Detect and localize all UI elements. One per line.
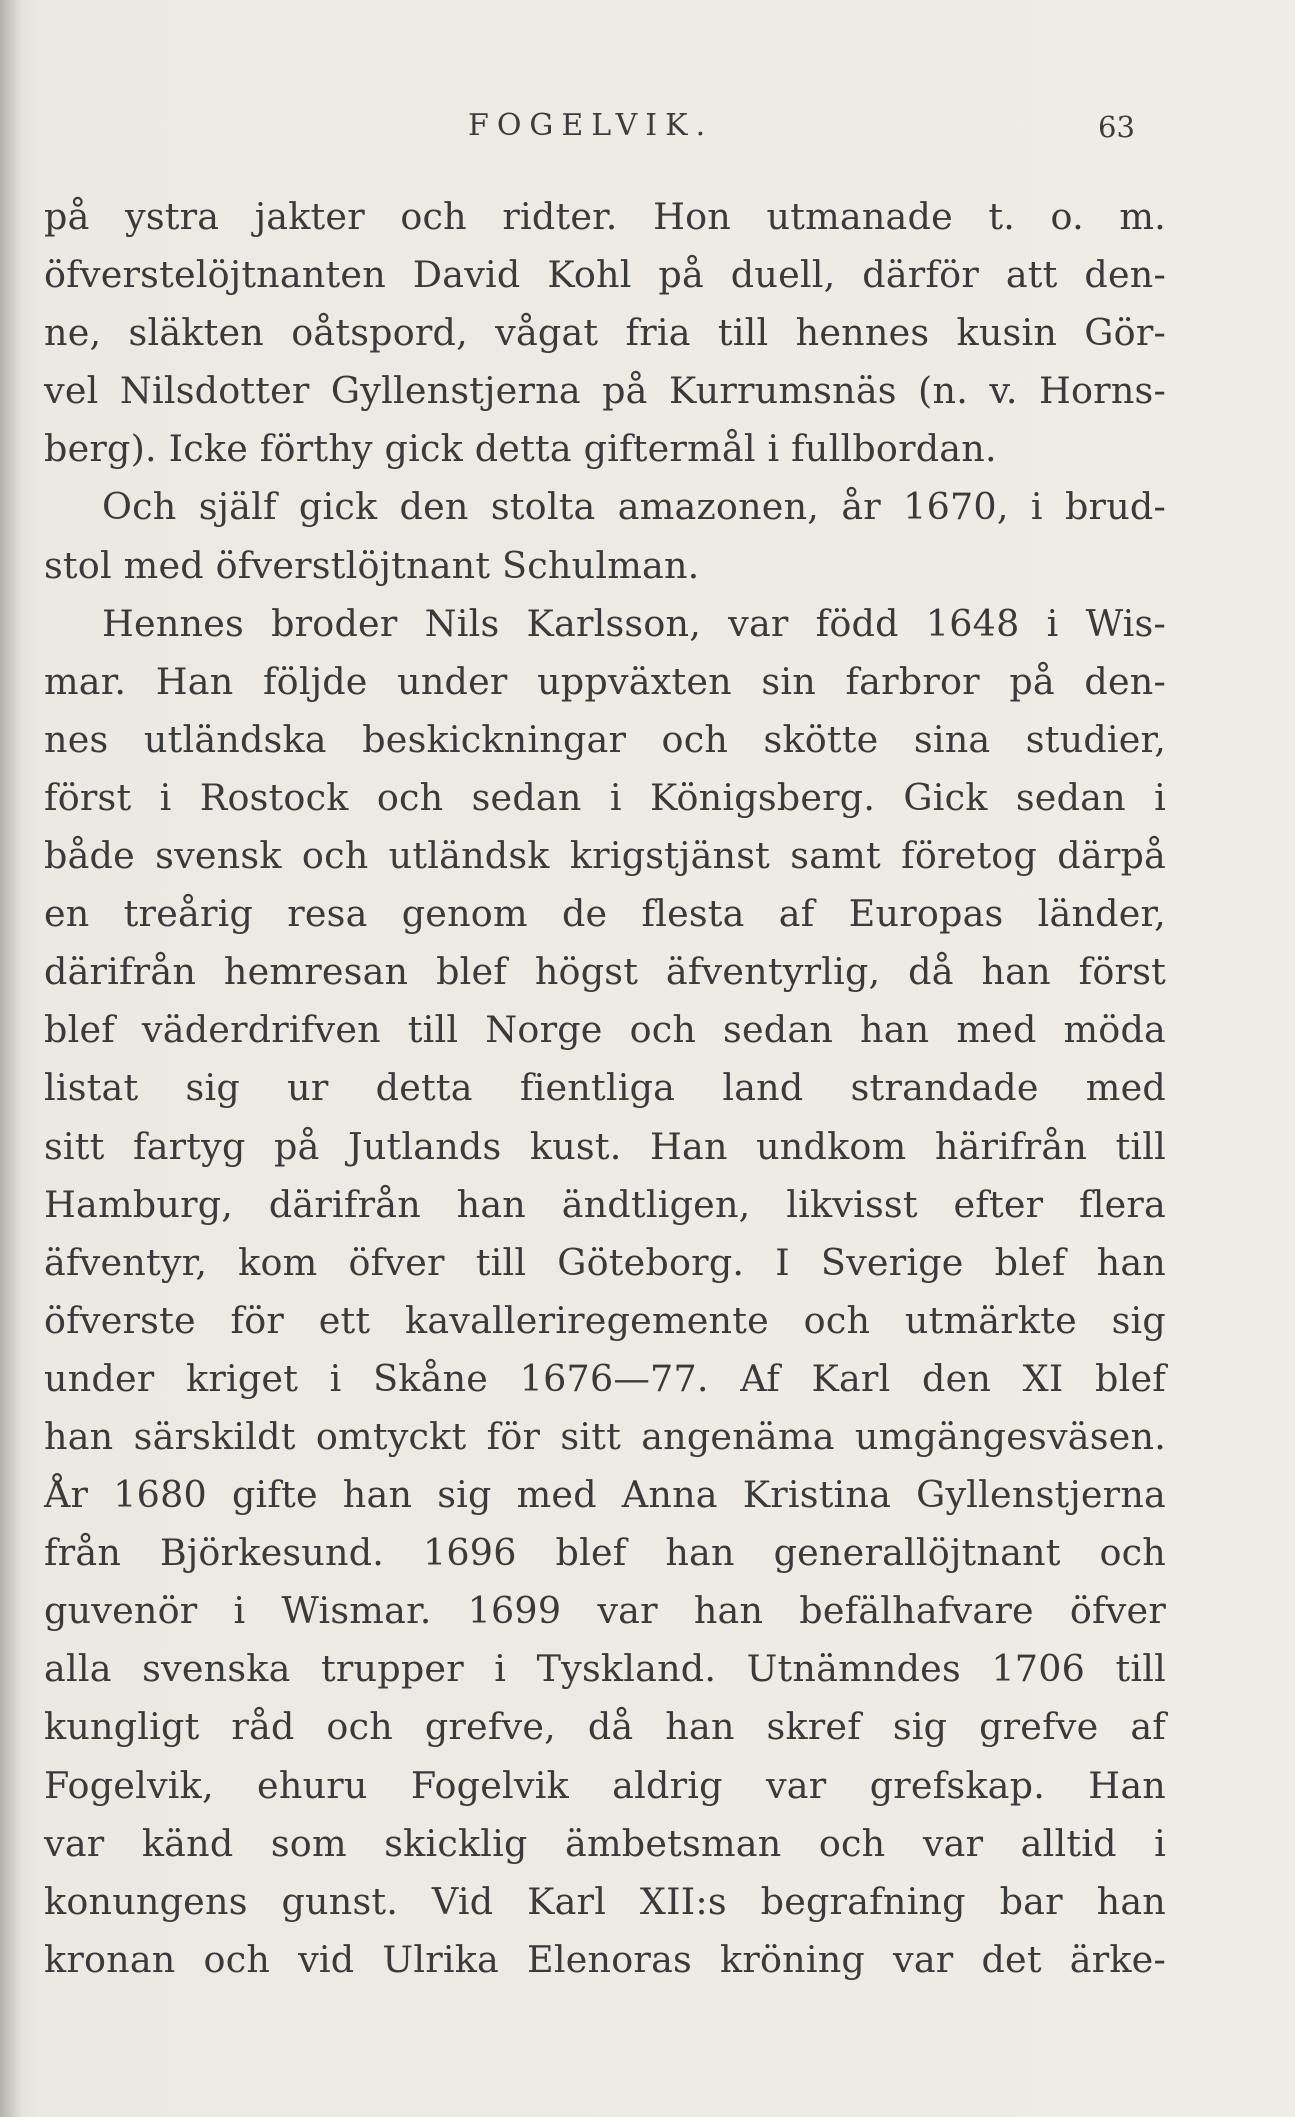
text-line: mar. Han följde under uppväxten sin farbror på den- [44,659,1166,703]
text-line: Fogelvik, ehuru Fogelvik aldrig var grefskap. Han [44,1763,1166,1807]
spine-shadow [0,0,22,2117]
page-number: 63 [1098,110,1135,144]
text-line: från Björkesund. 1696 blef han generallöjtnant och [44,1531,1166,1575]
text-line: listat sig ur detta fientliga land strandade med [44,1066,1166,1110]
text-line: först i Rostock och sedan i Königsberg. Gick sedan i [44,775,1166,819]
text-line: vel Nilsdotter Gyllenstjerna på Kurrumsnäs (n. v. Horns- [44,369,1166,413]
text-line: var känd som skicklig ämbetsman och var alltid i [44,1821,1166,1865]
text-line: alla svenska trupper i Tyskland. Utnämndes 1706 till [44,1647,1166,1691]
text-line: äfventyr, kom öfver till Göteborg. I Sverige blef han [44,1240,1166,1284]
running-title: FOGELVIK. [468,108,714,143]
text-line: sitt fartyg på Jutlands kust. Han undkom härifrån till [44,1124,1166,1168]
text-line: berg). Icke förthy gick detta giftermål i fullbordan. [44,427,997,471]
text-line: Hamburg, därifrån han ändtligen, likvisst efter flera [44,1182,1166,1226]
text-line: kungligt råd och grefve, då han skref sig grefve af [44,1705,1166,1749]
text-line: ne, släkten oåtspord, vågat fria till hennes kusin Gör- [44,311,1166,355]
text-line: under kriget i Skåne 1676—77. Af Karl den XI blef [44,1356,1166,1400]
body-text [44,188,1166,1989]
text-line: kronan och vid Ulrika Elenoras kröning var det ärke- [44,1937,1166,1981]
text-line: Hennes broder Nils Karlsson, var född 1648 i Wis- [102,601,1166,645]
text-line: därifrån hemresan blef högst äfventyrlig, då han först [44,950,1166,994]
text-line: blef väderdrifven till Norge och sedan han med möda [44,1008,1166,1052]
text-line: både svensk och utländsk krigstjänst samt företog därpå [44,834,1166,878]
text-line: en treårig resa genom de flesta af Europas länder, [44,892,1166,936]
text-line: Och själf gick den stolta amazonen, år 1670, i brud- [102,485,1166,529]
text-line: guvenör i Wismar. 1699 var han befälhafvare öfver [44,1589,1166,1633]
text-line: År 1680 gifte han sig med Anna Kristina Gyllenstjerna [44,1473,1166,1517]
text-line: öfverste för ett kavalleriregemente och utmärkte sig [44,1298,1166,1342]
text-line: öfverstelöjtnanten David Kohl på duell, därför att den- [44,253,1166,297]
page-header [0,108,1295,148]
text-line: på ystra jakter och ridter. Hon utmanade t. o. m. [44,195,1166,238]
text-line: nes utländska beskickningar och skötte sina studier, [44,717,1166,761]
text-line: stol med öfverstlöjtnant Schulman. [44,543,700,587]
text-line: han särskildt omtyckt för sitt angenäma umgängesväsen. [44,1414,1166,1458]
text-line: konungens gunst. Vid Karl XII:s begrafning bar han [44,1879,1166,1923]
